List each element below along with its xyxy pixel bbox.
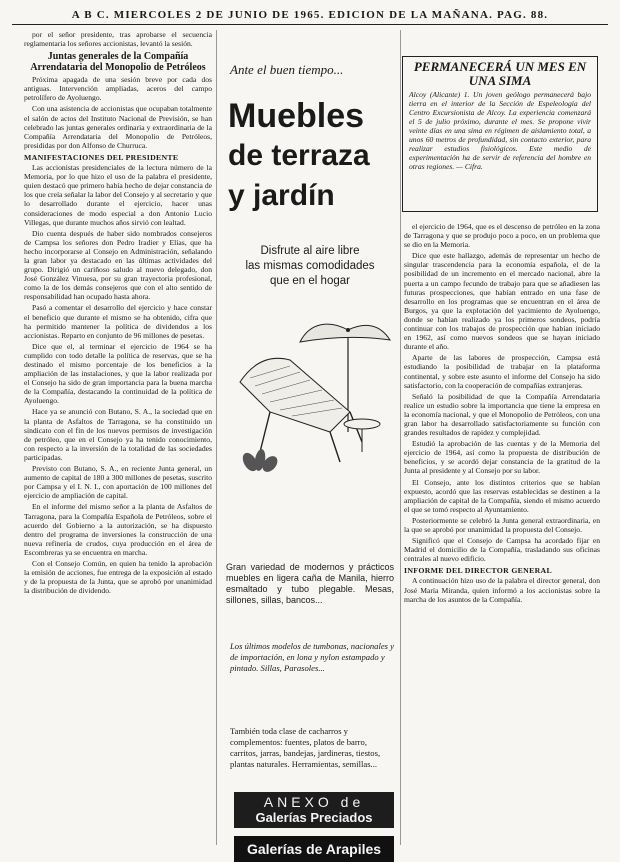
ad-subtitle bbox=[228, 244, 392, 289]
article-paragraph: El Consejo, ante los distintos criterios que se habían expuesto, acordó que las reservas establecidas se destinen a la ampliación de capital de la Compañía, siendo el mismo acuerdo el que se tomó respecto al Ayuntamiento. bbox=[404, 477, 600, 514]
column-divider bbox=[400, 30, 401, 845]
article-paragraph: Dice que este hallazgo, además de representar un hecho de singular trascendencia para la economía española, el de la posibilidad de un incremento en el mercado nacional, abre la puerta a un campo fecundo de trabajo para que se añadiesen las futuras prospecciones, que habían entrado en una fase de desarrollo en los programas que se encuentran en el área de Burgos, ya que la explotación del yacimiento de Ayoluengo, donde se habían realizado ya los primeros sondeos, podría continuar con los trabajos de prospección que habían iniciado en 1962, así como nuevos sondeos que se hayan iniciado durante el año. bbox=[404, 251, 600, 352]
anexo-label: ANEXO de bbox=[263, 794, 365, 810]
article-paragraph: Pasó a comentar el desarrollo del ejercicio y hace constar el beneficio que durante el mismo se ha obtenido, cifra que ha permitido mantener la política de dividendos a los accionistas. Reparto en conjunto de 96 millones de pesetas. bbox=[24, 303, 212, 340]
article-paragraph: Las accionistas presidenciales de la lectura número de la Memoria, por lo que hizo el uso de la palabra el presidente, quien destacó que primero había hecho de dejar constancia de los que creía señalar la labor del Consejo y al secretario y que lo desarrollado durante el ejercicio, hacer unas consideraciones de modo especial a don Antonio Lucio Villegas, que durante muchos años sirvió con lealtad. bbox=[24, 163, 212, 227]
ad-subtitle-line: Disfrute al aire libre bbox=[260, 245, 360, 257]
article-headline: Juntas generales de la Compañía Arrendataria del Monopolio de Petróleos bbox=[30, 51, 206, 74]
article-paragraph: Con una asistencia de accionistas que ocupaban totalmente el salón de actos del Instituto Nacional de Previsión, se han celebrado las juntas generales ordinaria y extraordinaria de la Compañía Arrendataria del Monopolio de Petróleos, presididas por don Alfonso de Churruca. bbox=[24, 104, 212, 150]
ad-italic-text: Los últimos modelos de tumbonas, nacionales y de importación, en lona y nylon estampado y pintado. Sillas, Parasoles... bbox=[230, 641, 394, 673]
article-paragraph: Significó que el Consejo de Campsa ha acordado fijar en Madrid el domicilio de la Compañía, trasladando sus oficinas centrales al nuevo edificio. bbox=[404, 536, 600, 564]
article-paragraph: En el informe del mismo señor a la planta de Asfaltos de Tarragona, para la Compañía Española de Petróleos, sobre el acuerdo del Gobierno a la autorización, se ha dispuesto dentro del programa de inversiones la construcción de una nueva refinería de crudos, cuya producción en el área de Escombreras ya se encuentra en marcha. bbox=[24, 502, 212, 557]
right-column bbox=[404, 222, 600, 845]
article-paragraph: Previsto con Butano, S. A., en reciente Junta general, un aumento de capital de 180 a 300 millones de pesetas, suscrito por Campsa y el I. N. I., con aportación de 100 millones del ejercicio de ampliación de capital. bbox=[24, 464, 212, 501]
article-paragraph: el ejercicio de 1964, que es el descenso de petróleo en la zona de Tarragona y que se produjo poco a poco, en un problema que se dio en la Memoria. bbox=[404, 222, 600, 250]
furniture-advertisement bbox=[222, 56, 398, 857]
anexo-store: Galerías Preciados bbox=[255, 810, 373, 825]
article-paragraph: Dio cuenta después de haber sido nombrados consejeros de Campsa los señores don Pedro Iradier y Elías, que ha hecho incorporarse al Consejo en Administración, señalando la gran labor ya destacado en las últimas actividades del grupo. Dirigió un cariñoso saludo al nuevo delegado, don José González Vinuesa, por su gran trayectoria profesional, como la de los demás consejeros que con el alto sentido de responsabilidad han ocupado hasta ahora. bbox=[24, 228, 212, 302]
ad-body-text: Gran variedad de modernos y prácticos muebles en ligera caña de Manila, hierro esmaltado y tubo plegable. Mesas, sillones, sillas, bancos... bbox=[226, 562, 394, 605]
left-column bbox=[24, 30, 212, 845]
article-subhead: MANIFESTACIONES DEL PRESIDENTE bbox=[24, 152, 179, 162]
ad-title bbox=[228, 96, 396, 216]
article-subhead: INFORME DEL DIRECTOR GENERAL bbox=[404, 566, 552, 576]
ad-subtitle-line: las mismas comodidades bbox=[245, 260, 375, 272]
article-paragraph: Próxima apagada de una sesión breve por cada dos antiguas. Intervención ampliadas, aceros del campo petrolífero de Ayoluengo. bbox=[24, 75, 212, 103]
page-header bbox=[12, 6, 608, 24]
article-paragraph: Aparte de las labores de prospección, Campsa está estudiando la posibilidad de trabajar en la plataforma continental, y sobre este asunto el informe del Consejo ha sido satisfactorio, con la cooperación de compañías extranjeras. bbox=[404, 353, 600, 390]
ad-extra-text: También toda clase de cacharros y complementos: fuentes, platos de barro, carritos, jarras, bandejas, jardineras, tiestos, plantas naturales. Herramientas, semillas... bbox=[230, 726, 381, 769]
store-logo: Galerías de Arapiles bbox=[234, 836, 394, 862]
article-paragraph: Hace ya se anunció con Butano, S. A., la sociedad que en la planta de Asfaltos de Tarragona, se ha constituido un sindicato con el fin de los nuevos permisos de investigación de petróleo, que en el Consejo ya ha tenido conocimiento, con respecto a la inversión de la totalidad de las sociedades participadas. bbox=[24, 407, 212, 462]
article-paragraph: Posteriormente se celebró la Junta general extraordinaria, en la que se aprobó por unanimidad la propuesta del Consejo. bbox=[404, 515, 600, 534]
intro-paragraph: por el señor presidente, tras aprobarse el secuencia reglamentaria los señores accionistas, levantó la sesión. bbox=[24, 30, 212, 49]
ad-kicker: Ante el buen tiempo... bbox=[230, 62, 344, 77]
ad-title-line: Muebles bbox=[228, 97, 365, 135]
box-headline: PERMANECERÁ UN MES EN UNA SIMA bbox=[413, 59, 587, 88]
article-paragraph: Estudió la aprobación de las cuentas y de la Memoria del ejercicio de 1964, así como la propuesta de distribución de beneficios, y se acordó dejar constancia de la gratitud de la Junta al presidente y al Consejo por su labor. bbox=[404, 439, 600, 476]
ad-subtitle-line: que en el hogar bbox=[270, 275, 350, 287]
article-paragraph: Con el Consejo Común, en quien ha tenido la aprobación la emisión de acciones, fue entrega de la exposición al estado y de la propuesta de la Junta, que se aprobó por unanimidad la distribución de dividendo. bbox=[24, 558, 212, 596]
ad-title-line: de terraza bbox=[228, 139, 370, 172]
ad-title-line: y jardín bbox=[228, 179, 335, 212]
box-text: Alcoy (Alicante) 1. Un joven geólogo permanecerá bajo tierra en el interior de la Sección de Espeleología del Centro Excursionista de Alcoy. La experiencia comenzará el 5 de julio próximo, durante el mes. Se propone vivir veinte días en una sima en régimen de aislamiento total, a unos 60 metros de profundidad, sin contacto exterior, para realizar estudios fisiológicos. Este medio de experimentación ha de servir de referencia del hombre en otras regiones. — Cifra. bbox=[409, 90, 591, 171]
article-paragraph: A continuación hizo uso de la palabra el director general, don José María Miranda, quien informó a los accionistas sobre la marcha de los asuntos de la Compañía. bbox=[404, 576, 600, 604]
column-divider bbox=[216, 30, 217, 845]
article-paragraph: Dice que el, al terminar el ejercicio de 1964 se ha cumplido con todo detalle la política de reservas, que se ha destinado el mismo porcentaje de los beneficios a la ampliación de las instalaciones, y que la labor realizada por el Consejo ha sido de gran importancia para la buena marcha de la Compañía, destacando la continuidad de la política de Ayoluengo. bbox=[24, 341, 212, 406]
lounge-chair-illustration bbox=[230, 312, 394, 482]
masthead: A B C. MIERCOLES 2 DE JUNIO DE 1965. EDICION DE LA MAÑANA. PAG. 88. bbox=[71, 9, 549, 21]
header-rule bbox=[12, 24, 608, 25]
ad-anexo-banner bbox=[234, 792, 394, 828]
article-paragraph: Señaló la posibilidad de que la Compañía Arrendataria realice un estudio sobre la importancia que tiene la empresa en la economía nacional, y que el Monopolio de Petróleos, con una gran labor ha desarrollado satisfactoriamente su función con grandes resultados de rapidez y complejidad. bbox=[404, 391, 600, 438]
news-box bbox=[402, 56, 598, 212]
